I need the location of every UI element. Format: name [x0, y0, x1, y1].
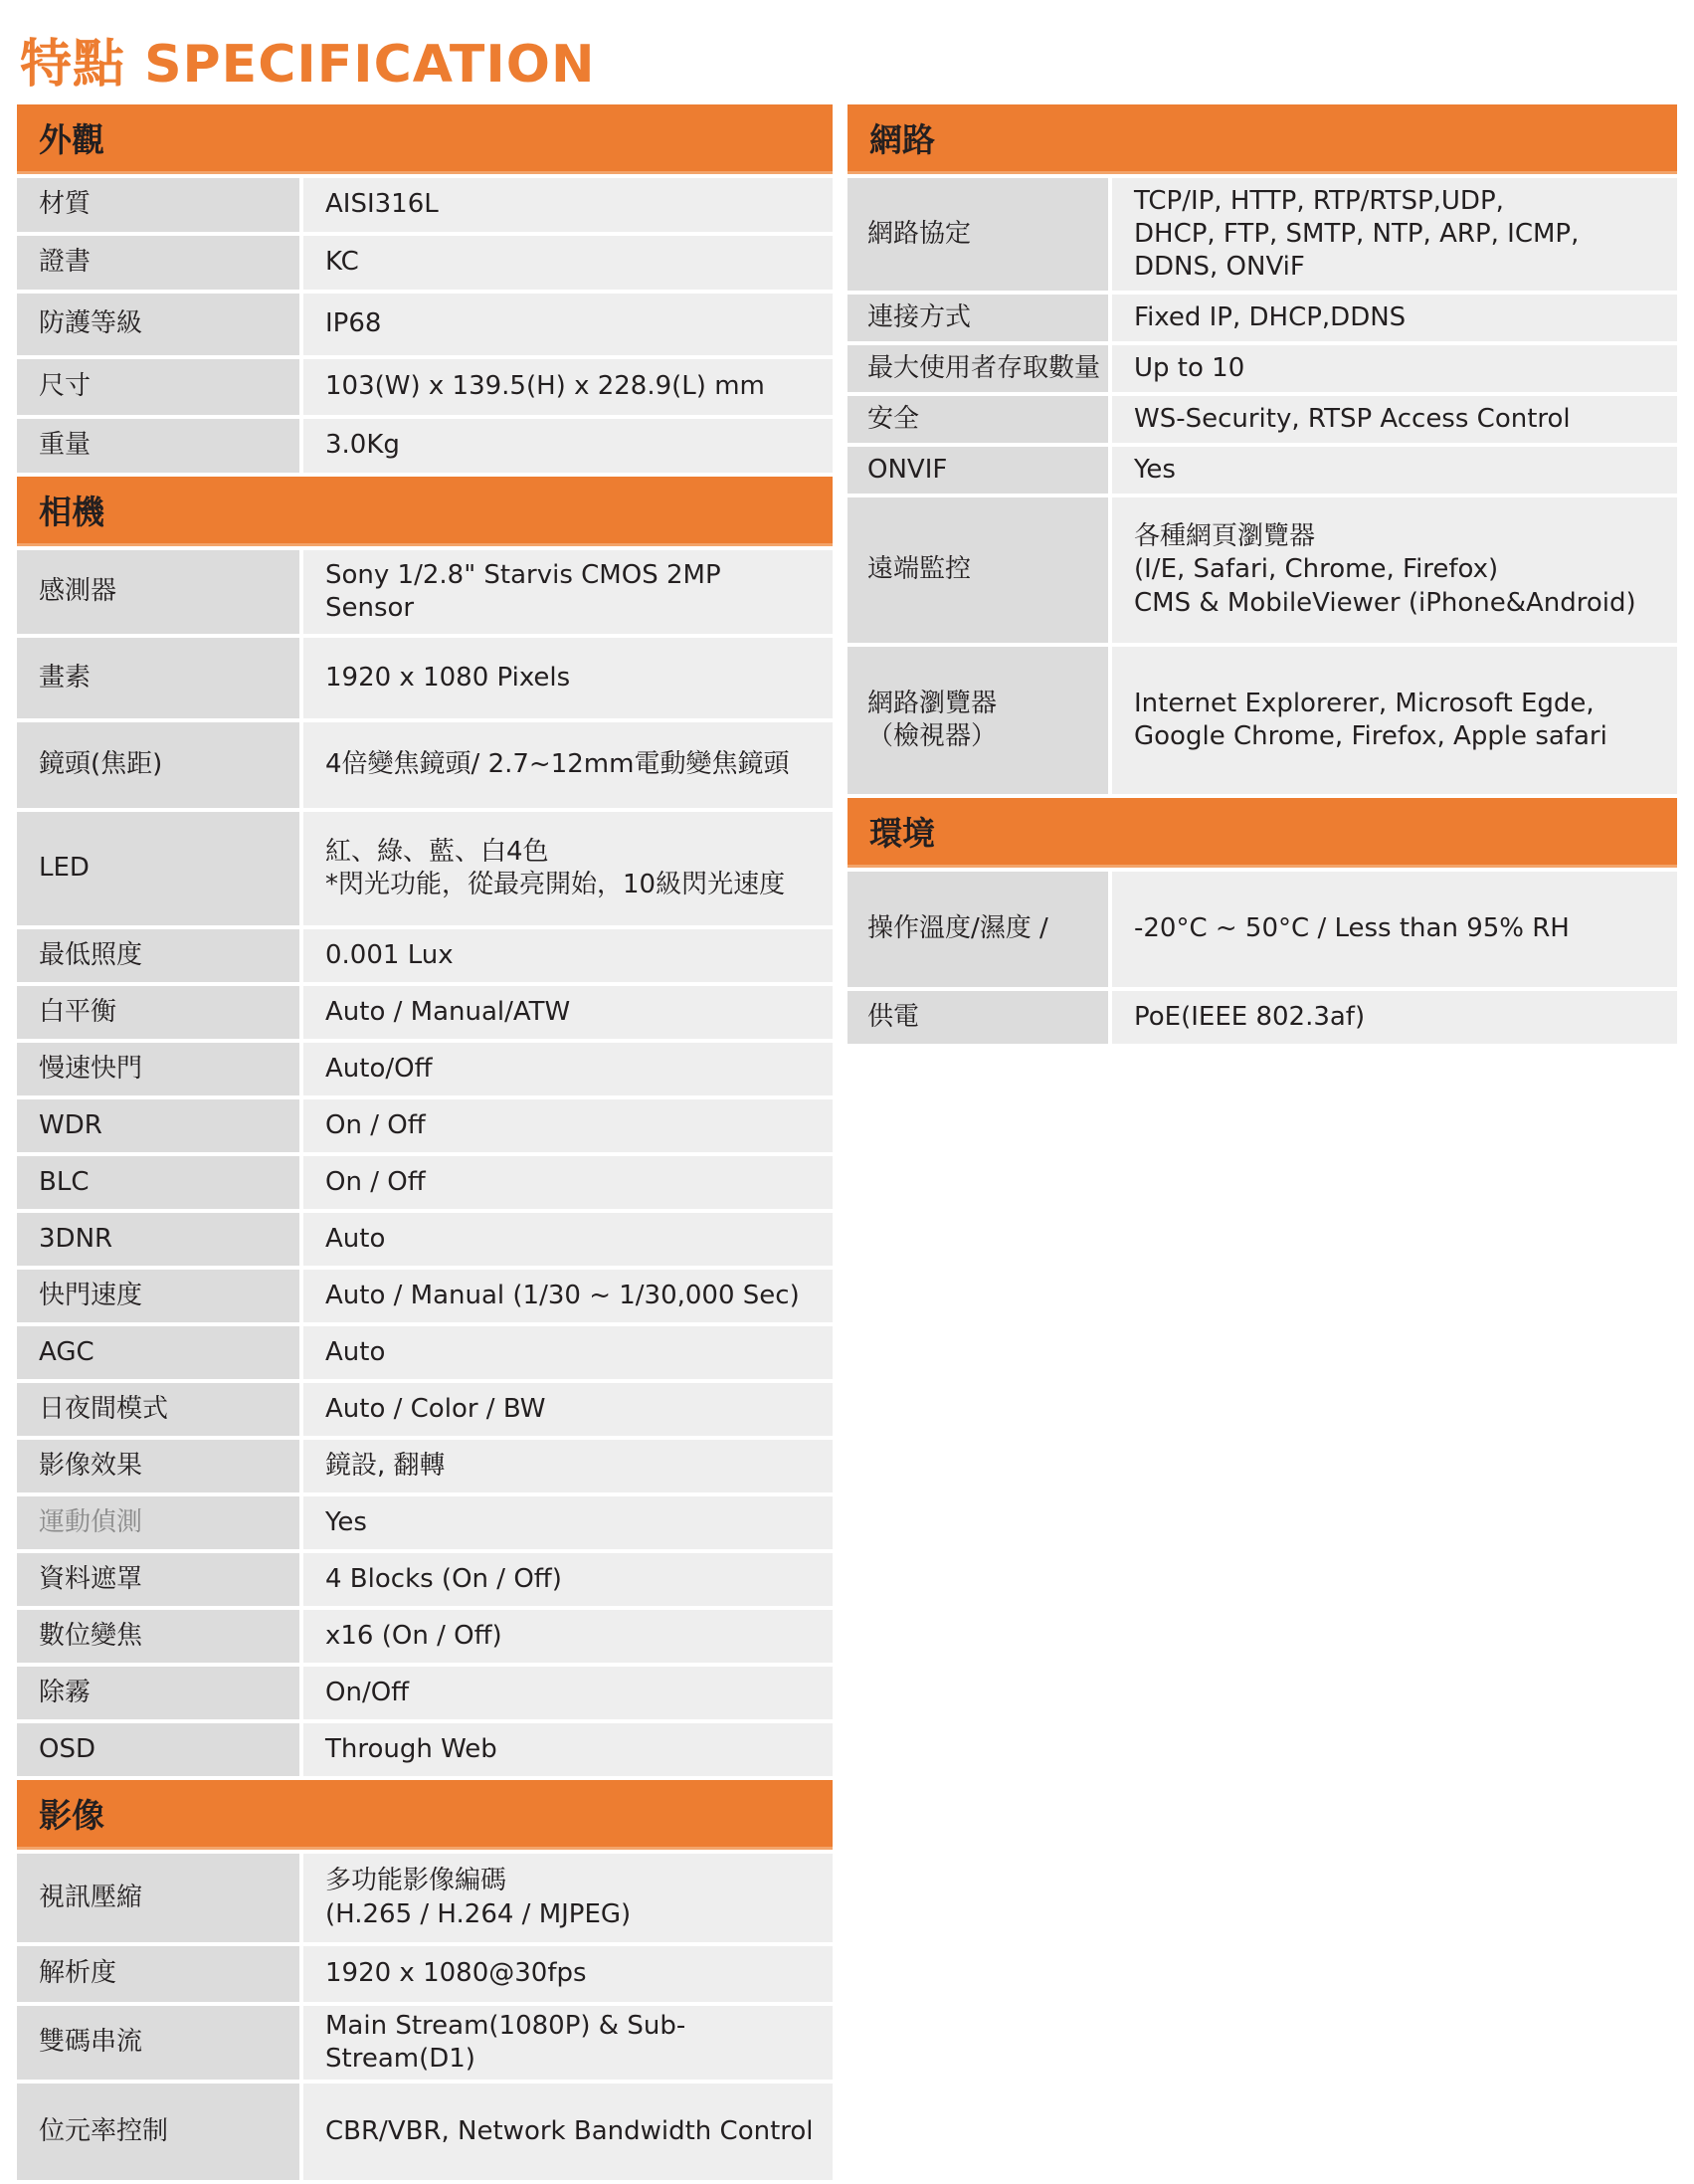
spec-label: 快門速度: [17, 1270, 299, 1322]
spec-value: Through Web: [303, 1723, 833, 1776]
spec-rows-appearance: [17, 178, 833, 473]
spec-row-blc: [17, 1156, 833, 1209]
spec-value: Auto / Manual/ATW: [303, 986, 833, 1039]
spec-row-wdr: [17, 1099, 833, 1152]
spec-row-remote-monitoring: [847, 497, 1677, 643]
spec-label: AGC: [17, 1326, 299, 1379]
spec-value: TCP/IP, HTTP, RTP/RTSP,UDP, DHCP, FTP, SMTP, NTP, ARP, ICMP, DDNS, ONViF: [1112, 178, 1677, 291]
spec-value: Auto: [303, 1326, 833, 1379]
spec-label: LED: [17, 812, 299, 925]
spec-row-resolution: [17, 1946, 833, 2002]
spec-row-power: [847, 991, 1677, 1044]
spec-label: 位元率控制: [17, 2084, 299, 2180]
spec-value: Main Stream(1080P) & Sub-Stream(D1): [303, 2006, 833, 2080]
left-spec-column: [17, 104, 833, 2184]
spec-label: 防護等級: [17, 294, 299, 355]
spec-label: OSD: [17, 1723, 299, 1776]
section-heading-environment: 環境: [847, 798, 1677, 868]
spec-row-slow-shutter: [17, 1043, 833, 1095]
spec-row-connection: [847, 295, 1677, 341]
spec-row-min-illumination: [17, 929, 833, 982]
spec-label: 材質: [17, 178, 299, 232]
spec-label: 證書: [17, 236, 299, 290]
spec-value: 103(W) x 139.5(H) x 228.9(L) mm: [303, 359, 833, 415]
spec-rows-network: [847, 178, 1677, 794]
spec-row-day-night: [17, 1383, 833, 1436]
spec-label: 視訊壓縮: [17, 1854, 299, 1942]
spec-value: Yes: [303, 1496, 833, 1549]
spec-row-motion-detection: [17, 1496, 833, 1549]
spec-value: 1920 x 1080@30fps: [303, 1946, 833, 2002]
spec-value: On / Off: [303, 1156, 833, 1209]
spec-value: Fixed IP, DHCP,DDNS: [1112, 295, 1677, 341]
spec-value: Auto / Color / BW: [303, 1383, 833, 1436]
spec-label: 資料遮罩: [17, 1553, 299, 1606]
spec-row-dimensions: [17, 359, 833, 415]
spec-row-pixels: [17, 638, 833, 718]
spec-value: On/Off: [303, 1667, 833, 1719]
spec-value: Auto: [303, 1213, 833, 1266]
spec-value: 4 Blocks (On / Off): [303, 1553, 833, 1606]
spec-row-white-balance: [17, 986, 833, 1039]
spec-label: 遠端監控: [847, 497, 1108, 643]
spec-value: Sony 1/2.8" Starvis CMOS 2MP Sensor: [303, 550, 833, 634]
spec-label: 白平衡: [17, 986, 299, 1039]
spec-label: 運動偵測: [17, 1496, 299, 1549]
spec-value: 1920 x 1080 Pixels: [303, 638, 833, 718]
spec-row-certificate: [17, 236, 833, 290]
spec-label: 除霧: [17, 1667, 299, 1719]
section-heading-appearance: 外觀: [17, 104, 833, 174]
spec-value: On / Off: [303, 1099, 833, 1152]
spec-label: WDR: [17, 1099, 299, 1152]
spec-label: 解析度: [17, 1946, 299, 2002]
spec-row-privacy-mask: [17, 1553, 833, 1606]
spec-row-web-browser: [847, 647, 1677, 794]
spec-row-led: [17, 812, 833, 925]
spec-label: 尺寸: [17, 359, 299, 415]
spec-row-video-compression: [17, 1854, 833, 1942]
spec-label: 雙碼串流: [17, 2006, 299, 2080]
spec-row-protocols: [847, 178, 1677, 291]
spec-label: 網路協定: [847, 178, 1108, 291]
spec-value: 4倍變焦鏡頭/ 2.7~12mm電動變焦鏡頭: [303, 722, 833, 808]
spec-value: 紅、綠、藍、白4色 *閃光功能，從最亮開始，10級閃光速度: [303, 812, 833, 925]
section-heading-camera: 相機: [17, 477, 833, 546]
spec-label: 最大使用者存取數量: [847, 345, 1108, 392]
spec-row-security: [847, 396, 1677, 443]
spec-value: 0.001 Lux: [303, 929, 833, 982]
spec-row-osd: [17, 1723, 833, 1776]
spec-label: 畫素: [17, 638, 299, 718]
spec-label: 安全: [847, 396, 1108, 443]
spec-label: 鏡頭(焦距): [17, 722, 299, 808]
spec-label: BLC: [17, 1156, 299, 1209]
spec-row-digital-zoom: [17, 1610, 833, 1663]
spec-value: Up to 10: [1112, 345, 1677, 392]
spec-value: Auto / Manual (1/30 ~ 1/30,000 Sec): [303, 1270, 833, 1322]
page-title: 特點 SPECIFICATION: [20, 35, 596, 95]
spec-row-3dnr: [17, 1213, 833, 1266]
spec-label: 重量: [17, 419, 299, 473]
spec-label: 日夜間模式: [17, 1383, 299, 1436]
spec-value: CBR/VBR, Network Bandwidth Control: [303, 2084, 833, 2180]
section-heading-network: 網路: [847, 104, 1677, 174]
spec-value: Auto/Off: [303, 1043, 833, 1095]
spec-value: PoE(IEEE 802.3af): [1112, 991, 1677, 1044]
spec-value: IP68: [303, 294, 833, 355]
spec-label: 感測器: [17, 550, 299, 634]
spec-row-sensor: [17, 550, 833, 634]
spec-label: 操作溫度/濕度 /: [847, 872, 1108, 987]
section-heading-video: 影像: [17, 1780, 833, 1850]
right-spec-column: [847, 104, 1677, 1048]
spec-row-lens: [17, 722, 833, 808]
spec-row-operating-temp: [847, 872, 1677, 987]
spec-label: 網路瀏覽器 （檢視器）: [847, 647, 1108, 794]
spec-rows-camera: [17, 550, 833, 1776]
spec-label: 連接方式: [847, 295, 1108, 341]
spec-value: 多功能影像編碼 (H.265 / H.264 / MJPEG): [303, 1854, 833, 1942]
spec-label: 數位變焦: [17, 1610, 299, 1663]
spec-value: -20°C ~ 50°C / Less than 95% RH: [1112, 872, 1677, 987]
spec-label: 影像效果: [17, 1440, 299, 1492]
spec-row-bitrate-control: [17, 2084, 833, 2180]
spec-row-defog: [17, 1667, 833, 1719]
spec-row-shutter-speed: [17, 1270, 833, 1322]
spec-rows-video: [17, 1854, 833, 2180]
spec-label: 3DNR: [17, 1213, 299, 1266]
spec-label: 最低照度: [17, 929, 299, 982]
spec-value: Yes: [1112, 447, 1677, 494]
spec-value: x16 (On / Off): [303, 1610, 833, 1663]
spec-row-dual-stream: [17, 2006, 833, 2080]
spec-value: WS-Security, RTSP Access Control: [1112, 396, 1677, 443]
spec-value: 3.0Kg: [303, 419, 833, 473]
spec-row-onvif: [847, 447, 1677, 494]
spec-label: 供電: [847, 991, 1108, 1044]
spec-row-material: [17, 178, 833, 232]
spec-row-protection: [17, 294, 833, 355]
spec-row-weight: [17, 419, 833, 473]
spec-row-image-effect: [17, 1440, 833, 1492]
spec-label: ONVIF: [847, 447, 1108, 494]
spec-rows-environment: [847, 872, 1677, 1044]
spec-value: KC: [303, 236, 833, 290]
spec-row-max-users: [847, 345, 1677, 392]
spec-value: 鏡設, 翻轉: [303, 1440, 833, 1492]
spec-row-agc: [17, 1326, 833, 1379]
spec-label: 慢速快門: [17, 1043, 299, 1095]
spec-value: Internet Explorerer, Microsoft Egde, Google Chrome, Firefox, Apple safari: [1112, 647, 1677, 794]
spec-value: 各種網頁瀏覽器 (I/E, Safari, Chrome, Firefox) CMS & MobileViewer (iPhone&Android): [1112, 497, 1677, 643]
spec-value: AISI316L: [303, 178, 833, 232]
